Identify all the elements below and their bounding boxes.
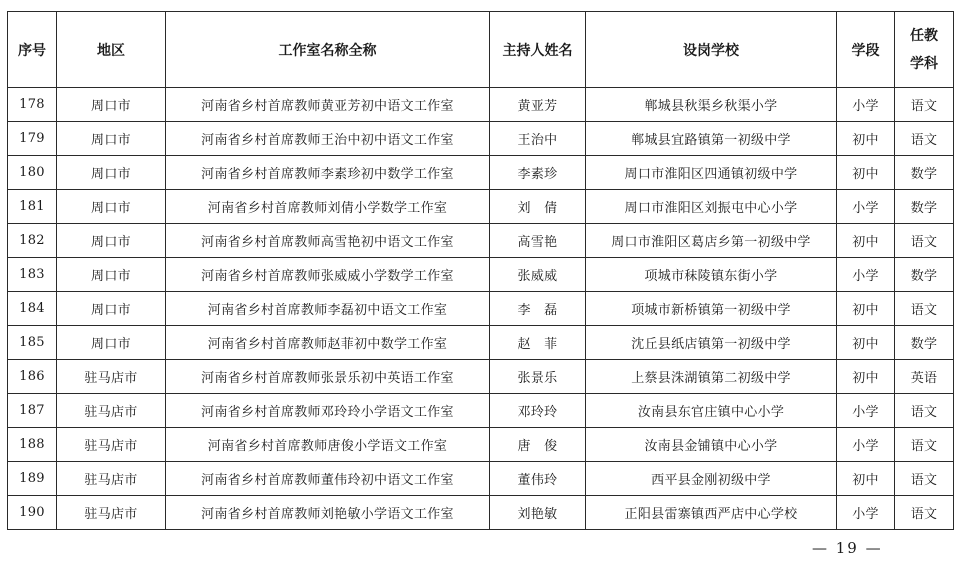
cell-school: 上蔡县洙湖镇第二初级中学 xyxy=(586,360,837,394)
cell-stage: 小学 xyxy=(837,496,895,530)
cell-subject: 数学 xyxy=(895,258,954,292)
cell-studio-name: 河南省乡村首席教师李素珍初中数学工作室 xyxy=(166,156,490,190)
cell-subject: 语文 xyxy=(895,394,954,428)
cell-host-name: 邓玲玲 xyxy=(490,394,586,428)
cell-host-name: 张景乐 xyxy=(490,360,586,394)
cell-subject: 数学 xyxy=(895,326,954,360)
cell-host-name: 赵 菲 xyxy=(490,326,586,360)
cell-school: 周口市淮阳区葛店乡第一初级中学 xyxy=(586,224,837,258)
cell-region: 驻马店市 xyxy=(57,428,166,462)
cell-school: 项城市新桥镇第一初级中学 xyxy=(586,292,837,326)
cell-stage: 初中 xyxy=(837,360,895,394)
table-row xyxy=(8,88,954,122)
cell-stage: 小学 xyxy=(837,88,895,122)
cell-subject: 语文 xyxy=(895,462,954,496)
header-subject xyxy=(895,12,954,88)
cell-region: 周口市 xyxy=(57,224,166,258)
cell-subject: 语文 xyxy=(895,428,954,462)
cell-stage: 小学 xyxy=(837,258,895,292)
cell-stage: 初中 xyxy=(837,224,895,258)
cell-studio-name: 河南省乡村首席教师邓玲玲小学语文工作室 xyxy=(166,394,490,428)
cell-index: 183 xyxy=(8,258,57,292)
cell-studio-name: 河南省乡村首席教师李磊初中语文工作室 xyxy=(166,292,490,326)
cell-school: 项城市秣陵镇东街小学 xyxy=(586,258,837,292)
cell-index: 180 xyxy=(8,156,57,190)
cell-school: 郸城县秋渠乡秋渠小学 xyxy=(586,88,837,122)
cell-region: 驻马店市 xyxy=(57,360,166,394)
cell-stage: 初中 xyxy=(837,462,895,496)
cell-index: 190 xyxy=(8,496,57,530)
studio-roster-table xyxy=(7,11,954,530)
table-row xyxy=(8,394,954,428)
cell-index: 187 xyxy=(8,394,57,428)
table-row xyxy=(8,326,954,360)
cell-host-name: 王治中 xyxy=(490,122,586,156)
cell-host-name: 唐 俊 xyxy=(490,428,586,462)
header-region: 地区 xyxy=(57,12,166,88)
cell-index: 181 xyxy=(8,190,57,224)
header-row xyxy=(8,12,954,88)
cell-school: 周口市淮阳区刘振屯中心小学 xyxy=(586,190,837,224)
cell-region: 驻马店市 xyxy=(57,496,166,530)
table-row xyxy=(8,496,954,530)
cell-school: 汝南县东官庄镇中心小学 xyxy=(586,394,837,428)
cell-host-name: 黄亚芳 xyxy=(490,88,586,122)
page-number: — 19 — xyxy=(812,539,883,557)
table-row xyxy=(8,224,954,258)
cell-host-name: 李素珍 xyxy=(490,156,586,190)
table-row xyxy=(8,360,954,394)
table-row xyxy=(8,292,954,326)
header-subject-line2: 学科 xyxy=(910,55,938,72)
cell-index: 182 xyxy=(8,224,57,258)
cell-stage: 初中 xyxy=(837,292,895,326)
cell-studio-name: 河南省乡村首席教师唐俊小学语文工作室 xyxy=(166,428,490,462)
cell-region: 驻马店市 xyxy=(57,394,166,428)
table-header xyxy=(8,12,954,88)
cell-studio-name: 河南省乡村首席教师黄亚芳初中语文工作室 xyxy=(166,88,490,122)
cell-host-name: 刘艳敏 xyxy=(490,496,586,530)
header-subject-line1: 任教 xyxy=(910,27,938,44)
cell-region: 周口市 xyxy=(57,88,166,122)
cell-stage: 小学 xyxy=(837,394,895,428)
header-host-name: 主持人姓名 xyxy=(490,12,586,88)
cell-index: 178 xyxy=(8,88,57,122)
cell-host-name: 高雪艳 xyxy=(490,224,586,258)
cell-region: 驻马店市 xyxy=(57,462,166,496)
cell-subject: 语文 xyxy=(895,88,954,122)
table-row xyxy=(8,428,954,462)
cell-region: 周口市 xyxy=(57,156,166,190)
cell-stage: 初中 xyxy=(837,326,895,360)
cell-stage: 初中 xyxy=(837,156,895,190)
cell-subject: 英语 xyxy=(895,360,954,394)
cell-studio-name: 河南省乡村首席教师高雪艳初中语文工作室 xyxy=(166,224,490,258)
cell-subject: 语文 xyxy=(895,292,954,326)
cell-region: 周口市 xyxy=(57,326,166,360)
cell-school: 西平县金刚初级中学 xyxy=(586,462,837,496)
table-row xyxy=(8,190,954,224)
cell-region: 周口市 xyxy=(57,190,166,224)
cell-subject: 语文 xyxy=(895,224,954,258)
cell-index: 185 xyxy=(8,326,57,360)
header-school: 设岗学校 xyxy=(586,12,837,88)
cell-region: 周口市 xyxy=(57,292,166,326)
cell-school: 沈丘县纸店镇第一初级中学 xyxy=(586,326,837,360)
cell-index: 189 xyxy=(8,462,57,496)
cell-school: 周口市淮阳区四通镇初级中学 xyxy=(586,156,837,190)
cell-subject: 语文 xyxy=(895,122,954,156)
cell-index: 179 xyxy=(8,122,57,156)
header-studio-name: 工作室名称全称 xyxy=(166,12,490,88)
header-stage: 学段 xyxy=(837,12,895,88)
cell-studio-name: 河南省乡村首席教师张景乐初中英语工作室 xyxy=(166,360,490,394)
cell-studio-name: 河南省乡村首席教师王治中初中语文工作室 xyxy=(166,122,490,156)
cell-host-name: 李 磊 xyxy=(490,292,586,326)
cell-host-name: 董伟玲 xyxy=(490,462,586,496)
header-index: 序号 xyxy=(8,12,57,88)
cell-subject: 数学 xyxy=(895,156,954,190)
cell-studio-name: 河南省乡村首席教师刘倩小学数学工作室 xyxy=(166,190,490,224)
table-row xyxy=(8,122,954,156)
cell-index: 186 xyxy=(8,360,57,394)
cell-region: 周口市 xyxy=(57,122,166,156)
cell-studio-name: 河南省乡村首席教师董伟玲初中语文工作室 xyxy=(166,462,490,496)
cell-studio-name: 河南省乡村首席教师刘艳敏小学语文工作室 xyxy=(166,496,490,530)
cell-school: 汝南县金铺镇中心小学 xyxy=(586,428,837,462)
cell-subject: 数学 xyxy=(895,190,954,224)
cell-index: 188 xyxy=(8,428,57,462)
table-row xyxy=(8,156,954,190)
cell-stage: 小学 xyxy=(837,428,895,462)
table-row xyxy=(8,462,954,496)
cell-index: 184 xyxy=(8,292,57,326)
cell-school: 郸城县宜路镇第一初级中学 xyxy=(586,122,837,156)
cell-host-name: 刘 倩 xyxy=(490,190,586,224)
cell-studio-name: 河南省乡村首席教师赵菲初中数学工作室 xyxy=(166,326,490,360)
cell-school: 正阳县雷寨镇西严店中心学校 xyxy=(586,496,837,530)
cell-stage: 初中 xyxy=(837,122,895,156)
cell-host-name: 张威威 xyxy=(490,258,586,292)
table-row xyxy=(8,258,954,292)
table-body xyxy=(8,88,954,530)
cell-subject: 语文 xyxy=(895,496,954,530)
cell-stage: 小学 xyxy=(837,190,895,224)
cell-studio-name: 河南省乡村首席教师张威威小学数学工作室 xyxy=(166,258,490,292)
cell-region: 周口市 xyxy=(57,258,166,292)
